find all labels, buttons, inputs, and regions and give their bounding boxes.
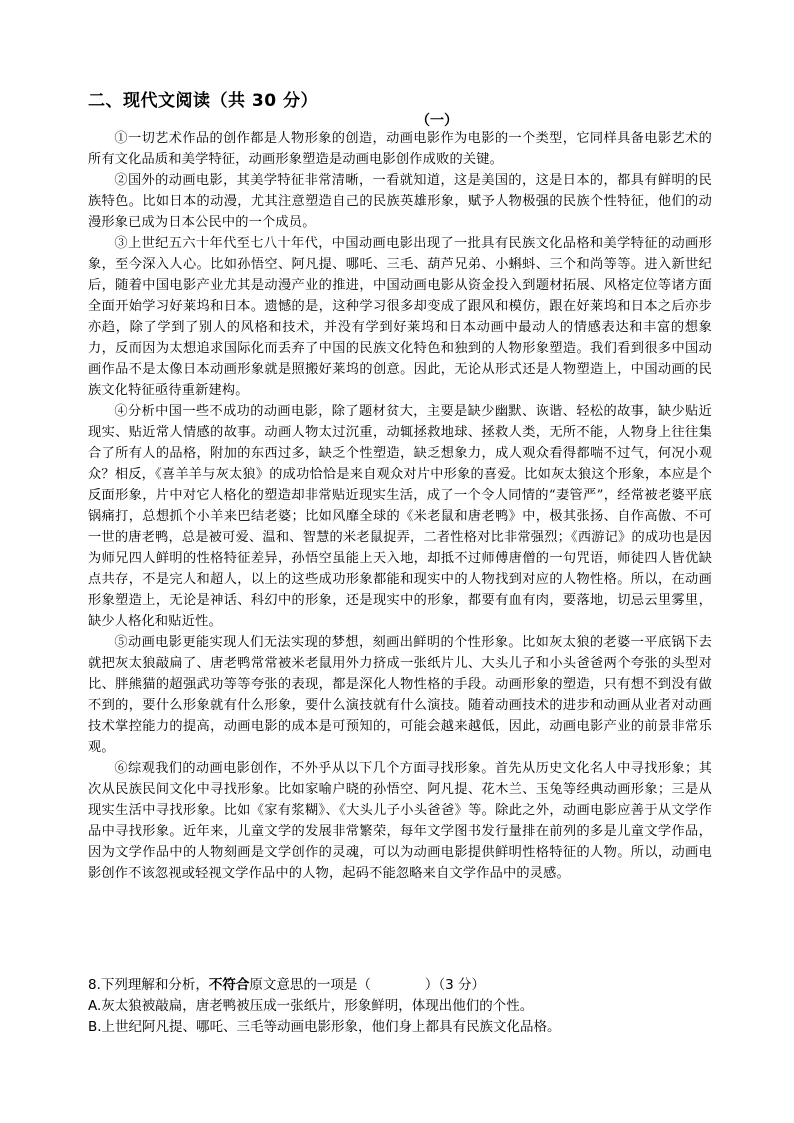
question-stem bbox=[88, 975, 728, 996]
paragraph-4: ④分析中国一些不成功的动画电影，除了题材贫大，主要是缺少幽默、诙谐、轻松的故事，缺少贴近现实、贴近常人情感的故事。动画人物太过沉重，动辄拯救地球、拯救人类，无所不能，人物身上往往集合了所有人的品格，附加的东西过多，缺乏个性塑造，缺乏想象力，成人观众看得都喘不过气，何况小观众？相反，《喜羊羊与灰太狼》的成功恰恰是来自观众对片中形象的喜爱。比如灰太狼这个形象，本应是个反面形象，片中对它人格化的塑造却非常贴近现实生活，成了一个令人同情的“妻管严”，经常被老婆平底锅痛打，总想抓个小羊来巴结老婆；比如风靡全球的《米老鼠和唐老鸭》中，极其张扬、自作高傲、不可一世的唐老鸭，总是被可爱、温和、智慧的米老鼠捉弄，二者性格对比非常强烈；《西游记》的成功也是因为师兄四人鲜明的性格特征差异，孙悟空虽能上天入地，却抵不过师傅唐僧的一句咒语，师徒四人皆优缺点共存，不是完人和超人，以上的这些成功形象都能和现实中的人物找到对应的人物性格。所以，在动画形象塑造上，无论是神话、科幻中的形象，还是现实中的形象，都要有血有肉，要落地，切忌云里雾里，缺少人格化和贴近性。 bbox=[88, 404, 712, 629]
paragraph-1: ①一切艺术作品的创作都是人物形象的创造，动画电影作为电影的一个类型，它同样具备电影艺术的所有文化品质和美学特征，动画形象塑造是动画电影创作成败的关键。 bbox=[88, 131, 712, 167]
passage-body bbox=[88, 128, 712, 884]
paragraph-5: ⑤动画电影更能实现人们无法实现的梦想，刻画出鲜明的个性形象。比如灰太狼的老婆一平底锅下去就把灰太狼敲扁了、唐老鸭常常被米老鼠用外力挤成一张纸片儿、大头儿子和小头爸爸两个夸张的头型对比、胖熊猫的超强武功等等夸张的表现，都是深化人物性格的手段。动画形象的塑造，只有想不到没有做不到的，要什么形象就有什么形象，要什么演技就有什么演技。随着动画技术的进步和动画从业者对动画技术掌控能力的提高，动画电影的成本是可预知的，可能会越来越低，因此，动画电影产业的前景非常乐观。 bbox=[88, 635, 712, 755]
paragraph-6: ⑥综观我们的动画电影创作，不外乎从以下几个方面寻找形象。首先从历史文化名人中寻找形象；其次从民族民间文化中寻找形象。比如家喻户晓的孙悟空、阿凡提、花木兰、玉兔等经典动画形象；三是从现实生活中寻找形象。比如《家有浆糊》、《大头儿子小头爸爸》等。除此之外，动画电影应善于从文学作品中寻找形象。近年来，儿童文学的发展非常繁荣，每年文学图书发行量排在前列的多是儿童文学作品，因为文学作品中的人物刻画是文学创作的灵魂，可以为动画电影提供鲜明性格特征的人物。所以，动画电影创作不该忽视或轻视文学作品中的人物，起码不能忽略来自文学作品中的灵感。 bbox=[88, 761, 712, 881]
question-stem-suffix: 原文意思的一项是（ ）（3 分） bbox=[249, 977, 486, 993]
section-title: 二、现代文阅读（共 30 分） bbox=[88, 91, 318, 111]
paragraph-3: ③上世纪五六十年代至七八十年代，中国动画电影出现了一批具有民族文化品格和美学特征的动画形象，至今深入人心。比如孙悟空、阿凡提、哪吒、三毛、葫芦兄弟、小蝌蚪、三个和尚等等。进入新世纪后，随着中国电影产业尤其是动漫产业的推进，中国动画电影从资金投入到题材拓展、风格定位等诸方面全面开始学习好莱坞和日本。遗憾的是，这种学习很多却变成了跟风和模仿，跟在好莱坞和日本之后亦步亦趋，除了学到了别人的风格和技术，并没有学到好莱坞和日本动画中最动人的情感表达和丰富的想象力，反而因为太想追求国际化而丢弃了中国的民族文化特色和独到的人物形象塑造。我们看到很多中国动画作品不是太像日本动画形象就是照搬好莱坞的创意。因此，无论从形式还是人物塑造上，中国动画的民族文化特征亟待重新建构。 bbox=[88, 236, 712, 398]
paragraph-2: ②国外的动画电影，其美学特征非常清晰，一看就知道，这是美国的，这是日本的，都具有鲜明的民族特色。比如日本的动漫，尤其注意塑造自己的民族英雄形象，赋予人物极强的民族个性特征，他们的动漫形象已成为日本公民中的一个成员。 bbox=[88, 173, 712, 230]
question-stem-keyword: 不符合 bbox=[208, 977, 250, 993]
option-a: A.灰太狼被敲扁，唐老鸭被压成一张纸片，形象鲜明，体现出他们的个性。 bbox=[88, 998, 534, 1014]
question-stem-prefix: 8.下列理解和分析， bbox=[88, 977, 209, 993]
passage-number: （一） bbox=[416, 113, 458, 129]
option-b: B.上世纪阿凡提、哪吒、三毛等动画电影形象，他们身上都具有民族文化品格。 bbox=[88, 1019, 561, 1035]
